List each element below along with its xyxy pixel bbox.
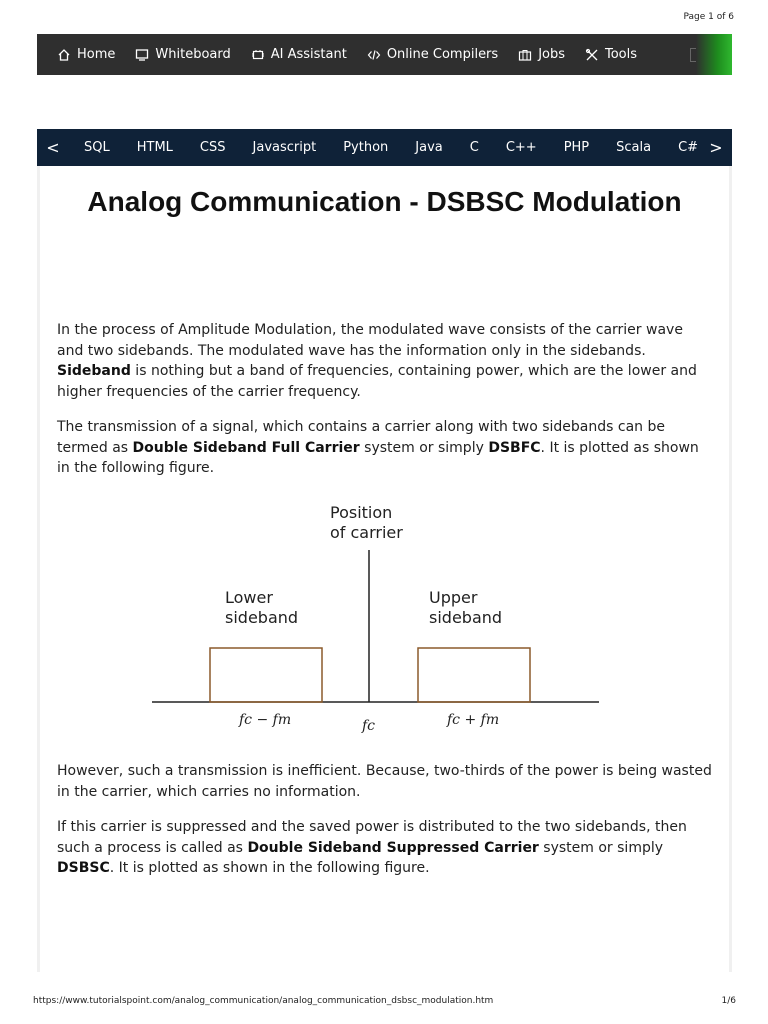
language-navigation-bar [37,129,732,166]
lang-sql[interactable]: SQL [84,140,110,155]
nav-tools[interactable] [585,47,637,62]
lang-java[interactable]: Java [415,140,443,155]
paragraph-dsbfc [57,417,712,479]
x-label-fc-minus-fm: fc − fm [239,712,292,728]
nav-jobs[interactable] [518,47,565,62]
footer-page-number: 1/6 [721,996,736,1006]
lang-php[interactable]: PHP [563,140,590,155]
lang-c[interactable]: C [469,140,479,155]
p1-text-a: In the process of Amplitude Modulation, the modulated wave consists of the carrier wave and two sidebands. The modulated wave has the information only in the sidebands. [57,322,683,359]
next-arrow-icon[interactable]: > [700,129,732,166]
lang-css[interactable]: CSS [199,140,226,155]
p2-text-a: The transmission of a signal, which contains a carrier along with two sidebands can be termed as [57,419,665,456]
p2-text-c: system or simply [359,439,489,456]
prev-arrow-icon[interactable]: < [46,138,60,157]
nav-scroll-gradient [696,34,732,75]
p1-bold-sideband: Sideband [57,363,131,379]
nav-ai-assistant[interactable] [251,47,347,62]
dsbfc-spectrum-figure [150,500,605,740]
lang-javascript[interactable]: Javascript [252,140,317,155]
top-navigation-bar [37,34,732,75]
p4-text-e: . It is plotted as shown in the following figure. [109,860,430,876]
p2-text-e: . It is plotted as shown in the following figure. [57,439,699,476]
p1-text-c: is nothing but a band of frequencies, containing power, which are the lower and higher frequencies of the carrier frequency. [57,363,697,400]
nav-whiteboard-label: Whiteboard [155,47,231,62]
x-label-fc: fc [362,718,376,734]
code-icon [367,48,381,62]
footer-url[interactable]: https://www.tutorialspoint.com/analog_communication/analog_communication_dsbsc_modulation.htm [33,996,494,1006]
nav-online-compilers-label: Online Compilers [386,47,499,62]
carrier-label-line1: Position [330,503,393,522]
lang-html[interactable]: HTML [136,140,173,155]
upper-sideband-label-line1: Upper [429,588,478,607]
paragraph-inefficient: However, such a transmission is inefficient. Because, two-thirds of the power is being wasted in the carrier, which carries no information. [57,763,712,800]
nav-home-label: Home [77,47,116,62]
lower-sideband-box [210,648,322,702]
p2-bold-dsbfc-full: Double Sideband Full Carrier [132,439,360,456]
nav-jobs-label: Jobs [538,47,565,62]
page-title: Analog Communication - DSBSC Modulation [87,186,682,217]
p2-bold-dsbfc: DSBFC [488,439,541,456]
x-label-fc-plus-fm: fc + fm [447,712,500,728]
nav-home[interactable] [57,47,115,62]
page-indicator: Page 1 of 6 [683,12,734,22]
nav-ai-assistant-label: AI Assistant [270,47,347,62]
ai-assistant-icon [251,48,265,62]
lower-sideband-label-line2: sideband [225,608,299,627]
nav-tools-label: Tools [605,47,638,62]
paragraph-intro [57,320,712,402]
spectrum-svg [150,500,605,740]
home-icon [57,48,71,62]
briefcase-icon [518,48,532,62]
p4-bold-dsbsc-full: Double Sideband Suppressed Carrier [247,839,539,856]
lang-scala[interactable]: Scala [616,140,652,155]
whiteboard-icon [135,48,149,62]
lang-csharp[interactable]: C# [678,140,699,155]
upper-sideband-label-line2: sideband [429,608,503,627]
nav-online-compilers[interactable] [367,47,498,62]
upper-sideband-box [418,648,530,702]
p4-text-c: system or simply [538,839,664,856]
lang-python[interactable]: Python [343,140,389,155]
carrier-label-line2: of carrier [330,523,403,542]
lang-cpp[interactable]: C++ [505,140,537,155]
p4-text-a: If this carrier is suppressed and the saved power is distributed to the two sidebands, then such a process is called as [57,819,687,856]
lower-sideband-label-line1: Lower [225,588,273,607]
paragraph-dsbsc [57,817,712,879]
p4-bold-dsbsc: DSBSC [57,860,110,876]
nav-whiteboard[interactable] [135,47,230,62]
tools-icon [585,48,599,62]
